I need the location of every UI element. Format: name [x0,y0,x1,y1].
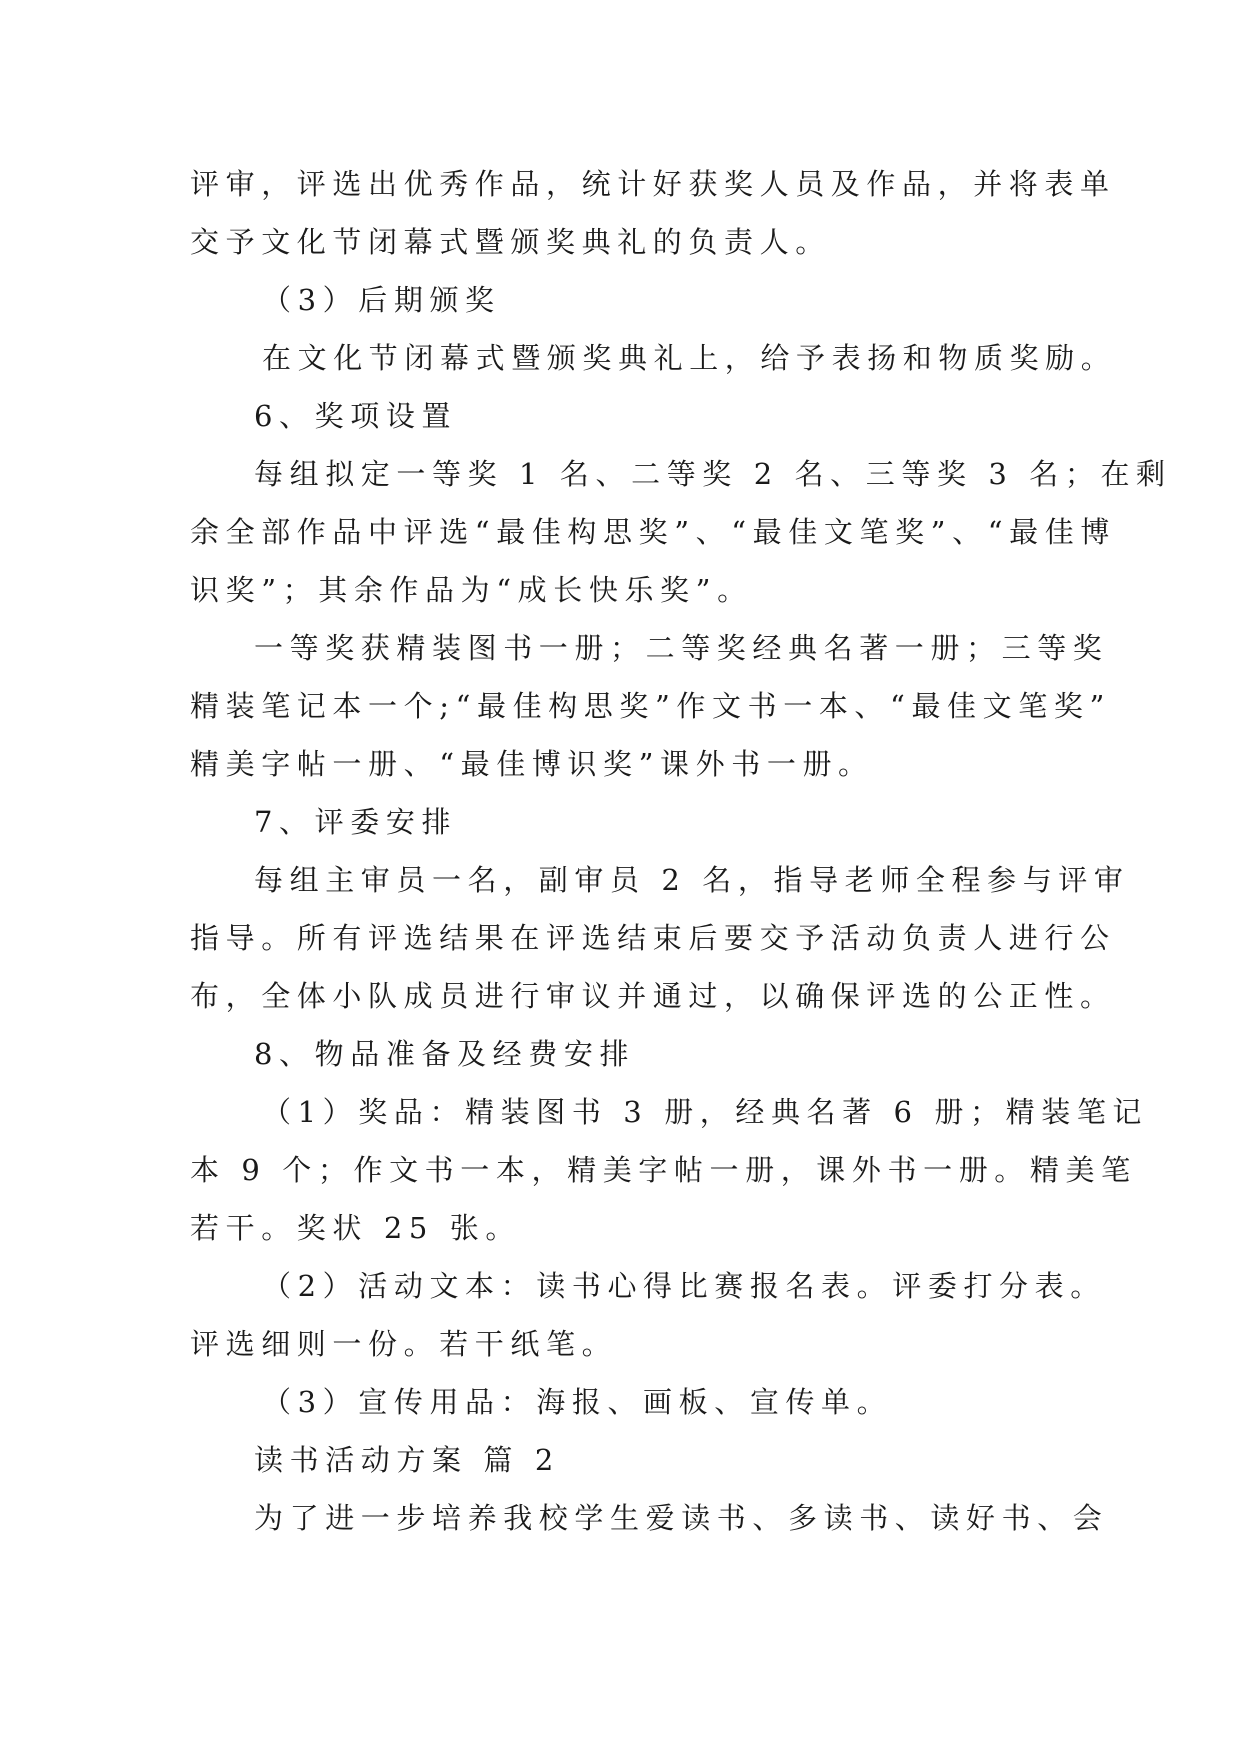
document-section-title: 读书活动方案 篇 2 [254,1443,560,1477]
subheading-line: （3）后期颁奖 [262,283,501,317]
section-heading: 8、物品准备及经费安排 [254,1037,636,1071]
text-line: （2）活动文本：读书心得比赛报名表。评委打分表。 [262,1269,1106,1303]
text-line: 布，全体小队成员进行审议并通过，以确保评选的公正性。 [190,979,1116,1013]
text-line: 评选细则一份。若干纸笔。 [190,1327,618,1361]
text-line: 若干。奖状 25 张。 [190,1211,521,1245]
text-line: 每组拟定一等奖 1 名、二等奖 2 名、三等奖 3 名；在剩 [254,457,1172,491]
text-line: （1）奖品：精装图书 3 册，经典名著 6 册；精装笔记 [262,1095,1149,1129]
text-line: 为了进一步培养我校学生爱读书、多读书、读好书、会 [254,1501,1109,1535]
text-line: 评审，评选出优秀作品，统计好获奖人员及作品，并将表单 [190,167,1116,201]
text-line: 本 9 个；作文书一本，精美字帖一册，课外书一册。精美笔 [190,1153,1137,1187]
text-line: 每组主审员一名，副审员 2 名，指导老师全程参与评审 [254,863,1130,897]
text-line: 交予文化节闭幕式暨颁奖典礼的负责人。 [190,225,831,259]
text-line: 精装笔记本一个;“最佳构思奖”作文书一本、“最佳文笔奖” [190,689,1111,723]
text-line: 在文化节闭幕式暨颁奖典礼上，给予表扬和物质奖励。 [262,341,1117,375]
text-line: 识奖”；其余作品为“成长快乐奖”。 [190,573,753,607]
text-line: 精美字帖一册、“最佳博识奖”课外书一册。 [190,747,874,781]
section-heading: 7、评委安排 [254,805,458,839]
text-line: 指导。所有评选结果在评选结束后要交予活动负责人进行公 [190,921,1116,955]
section-heading: 6、奖项设置 [254,399,458,433]
text-line: （3）宣传用品：海报、画板、宣传单。 [262,1385,893,1419]
text-line: 一等奖获精装图书一册；二等奖经典名著一册；三等奖 [254,631,1109,665]
text-line: 余全部作品中评选“最佳构思奖”、“最佳文笔奖”、“最佳博 [190,515,1116,549]
